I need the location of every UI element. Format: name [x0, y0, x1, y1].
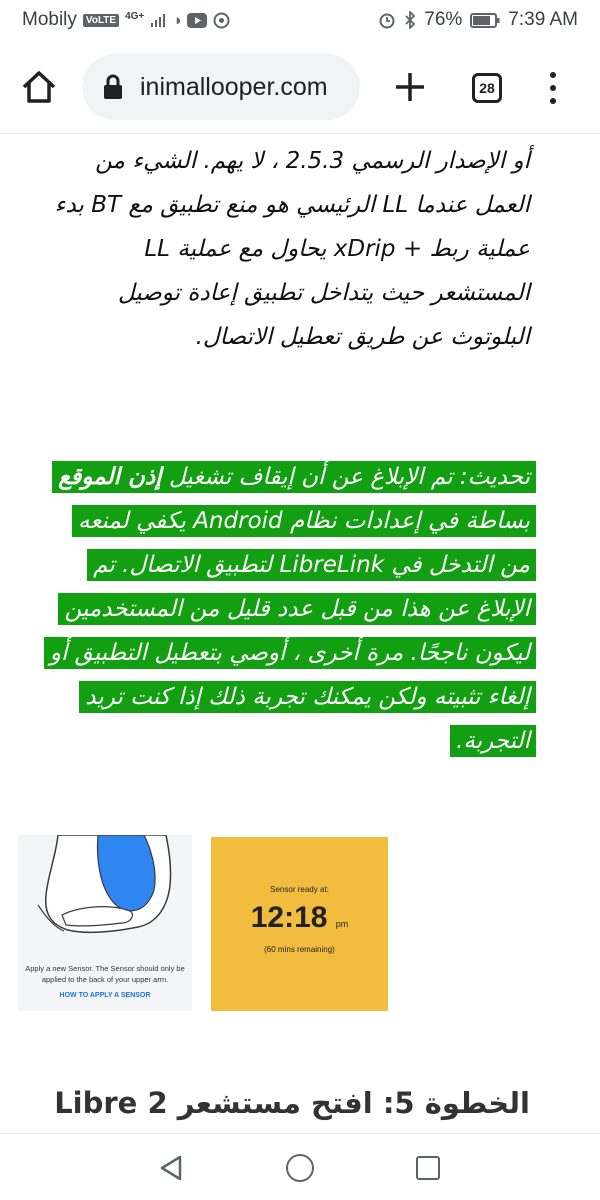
page-content	[0, 135, 600, 1133]
battery-percent: 76%	[424, 9, 463, 30]
home-icon[interactable]	[20, 68, 58, 106]
url-text: inimallooper.com	[140, 72, 328, 101]
sensor-ready-label: Sensor ready at:	[270, 885, 329, 894]
network-type: 4G+	[125, 10, 145, 22]
update-bold-text: إذن الموقع	[58, 464, 162, 490]
carrier-label: Mobily	[22, 9, 77, 30]
data-saver-icon: ◑	[172, 11, 182, 29]
signal-icon	[150, 12, 166, 28]
article-paragraph: أو الإصدار الرسمي 2.5.3 ، لا يهم. الشيء من العمل عندما LL الرئيسي هو منع تطبيق مع BT بدء عملية ربط + xDrip يحاول مع عملية LL المستشعر حيث يتداخل تطبيق إعادة توصيل البلوتوث عن طريق تعطيل الاتصال.	[54, 148, 530, 350]
battery-icon	[470, 13, 500, 28]
address-bar[interactable]	[82, 54, 360, 120]
volte-badge: VoLTE	[83, 14, 119, 27]
apply-sensor-image	[18, 835, 192, 1011]
apply-sensor-caption: Apply a new Sensor. The Sensor should only be applied to the back of your upper arm.	[25, 964, 185, 984]
sensor-time-value: 12:18	[250, 901, 328, 934]
sensor-ready-time	[211, 901, 388, 935]
browser-toolbar	[0, 40, 600, 134]
system-nav-bar	[0, 1133, 600, 1200]
clock: 7:39 AM	[508, 9, 578, 30]
whatsapp-icon	[213, 12, 230, 29]
sensor-time-suffix: pm	[335, 919, 349, 929]
bluetooth-icon	[404, 11, 416, 29]
tab-switcher-button[interactable]	[472, 73, 502, 103]
alarm-icon	[378, 11, 396, 29]
how-to-apply-link: HOW TO APPLY A SENSOR	[59, 992, 151, 999]
update-text-prefix: تحديث: تم الإبلاغ عن أن إيقاف تشغيل	[161, 464, 530, 490]
status-bar	[0, 0, 600, 40]
home-nav-icon[interactable]	[286, 1154, 314, 1182]
recents-icon[interactable]	[416, 1156, 440, 1180]
back-icon[interactable]	[158, 1154, 184, 1182]
youtube-icon	[187, 13, 207, 28]
sensor-ready-image	[211, 837, 388, 1011]
arm-illustration	[18, 835, 192, 960]
new-tab-icon[interactable]	[392, 69, 428, 105]
update-text-body: بساطة في إعدادات نظام Android يكفي لمنعه من التدخل في LibreLink لتطبيق الاتصال. تم الإبلاغ عن هذا من قبل عدد قليل من المستخدمين ليكون ناجحًا. مرة أخرى ، أوصي بتعطيل التطبيق أو إلغاء تثبيته ولكن يمكنك تجربة ذلك إذا كنت تريد التجربة.	[49, 508, 530, 754]
step-heading: الخطوة 5: افتح مستشعر Libre 2	[54, 1086, 530, 1120]
more-menu-icon[interactable]	[544, 68, 562, 108]
sensor-remaining: (60 mins remaining)	[264, 945, 335, 954]
update-note	[48, 455, 536, 763]
lock-icon	[102, 74, 124, 100]
tab-count: 28	[479, 80, 495, 96]
